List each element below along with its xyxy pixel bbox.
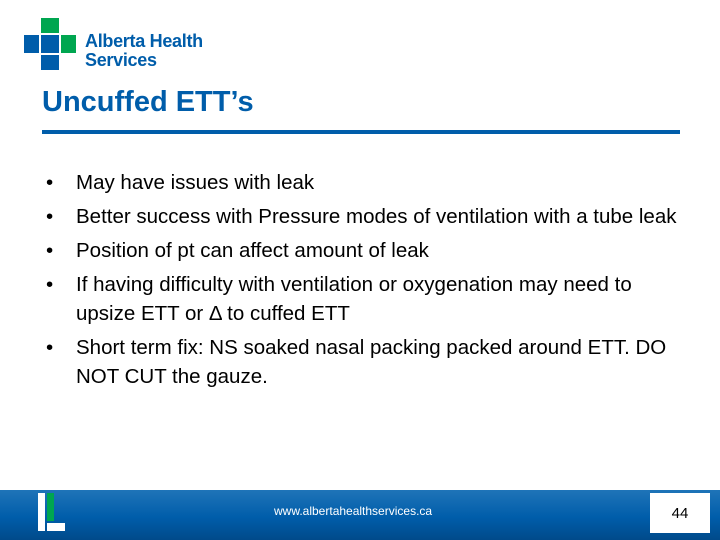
footer-bar <box>0 490 720 540</box>
slide-title: Uncuffed ETT’s <box>42 86 254 118</box>
bullet-item <box>42 236 682 265</box>
bullet-text: Position of pt can affect amount of leak <box>76 239 429 262</box>
page-number: 44 <box>650 493 710 533</box>
bullet-text: If having difficulty with ventilation or oxygenation may need to upsize ETT or Δ to cuffed ETT <box>76 273 632 325</box>
ahs-cross-icon <box>24 18 76 70</box>
ahs-logo <box>24 18 214 74</box>
bullet-dot: • <box>46 273 54 296</box>
bullet-item <box>42 333 682 391</box>
bullet-item <box>42 168 682 197</box>
bullet-dot: • <box>46 336 54 359</box>
bullet-text: Better success with Pressure modes of ventilation with a tube leak <box>76 205 677 228</box>
bullet-list <box>42 168 682 396</box>
bullet-dot: • <box>46 239 54 262</box>
bullet-text: May have issues with leak <box>76 171 315 194</box>
title-underline <box>42 130 680 134</box>
logo-line-2: Services <box>85 50 157 70</box>
bullet-item <box>42 202 682 231</box>
logo-text <box>85 32 203 70</box>
bullet-item <box>42 270 682 328</box>
footer-logo-icon <box>38 493 68 533</box>
footer-website-link[interactable]: www.albertahealthservices.ca <box>274 504 433 518</box>
logo-line-1: Alberta Health <box>85 31 203 51</box>
bullet-dot: • <box>46 171 54 194</box>
bullet-dot: • <box>46 205 54 228</box>
bullet-text: Short term fix: NS soaked nasal packing packed around ETT. DO NOT CUT the gauze. <box>76 336 667 388</box>
